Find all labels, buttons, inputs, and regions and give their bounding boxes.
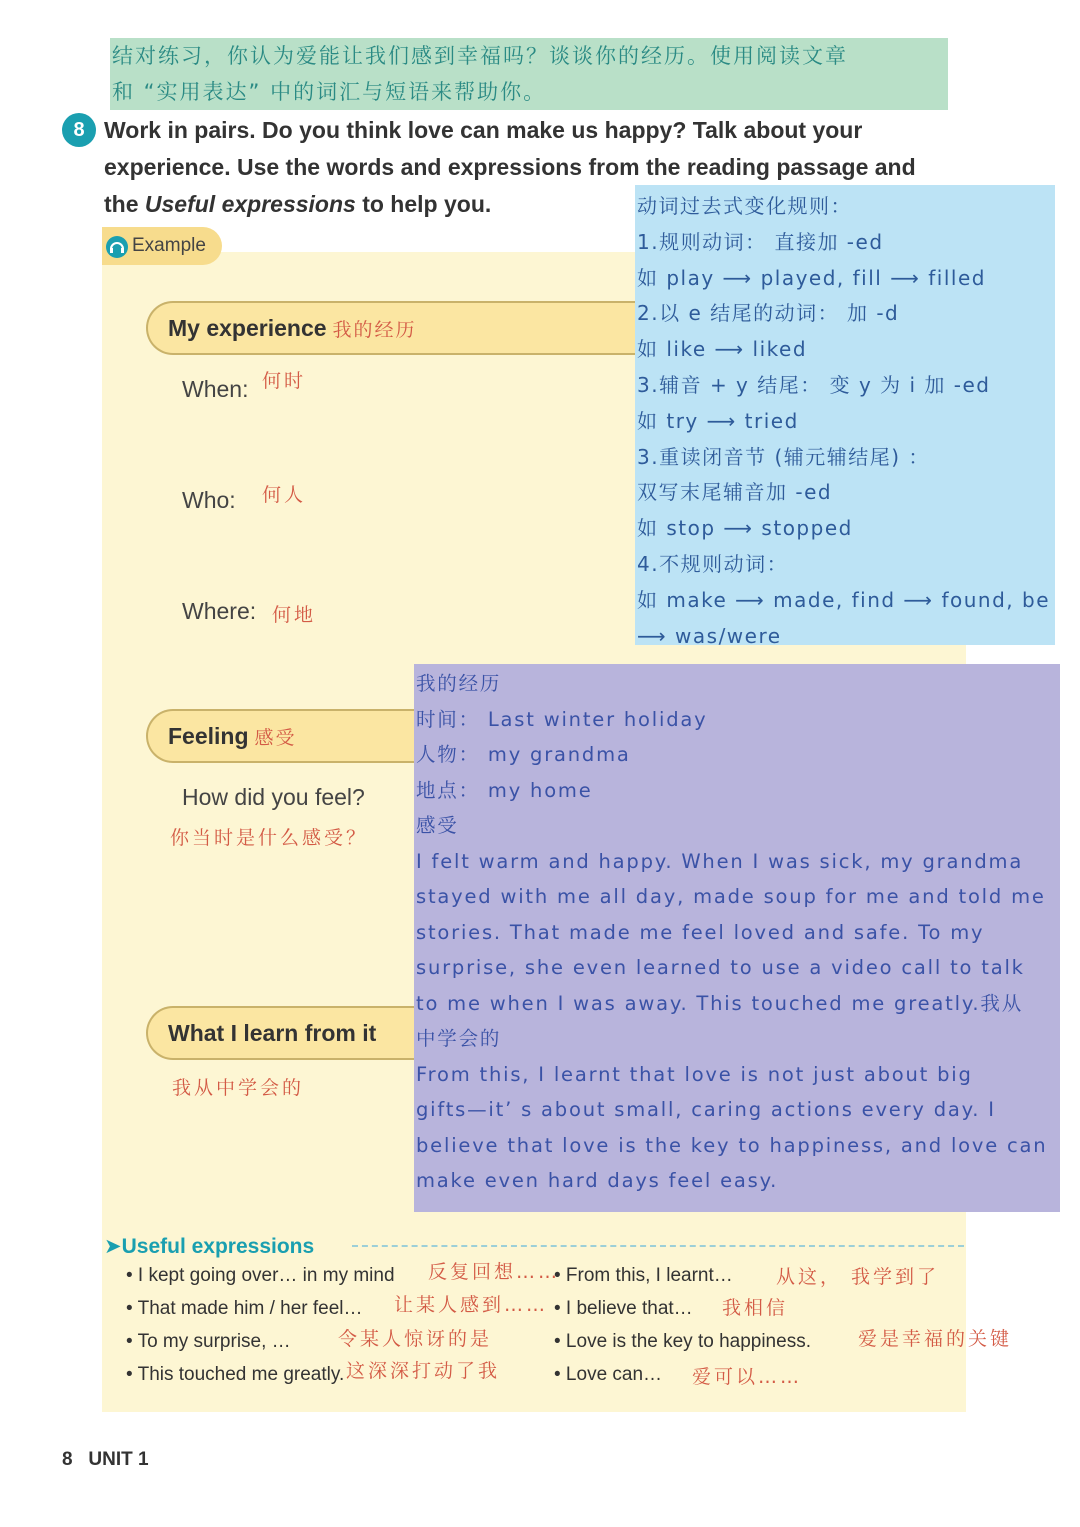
when-label: When: bbox=[182, 376, 249, 402]
expression-item: • That made him / her feel… bbox=[126, 1298, 363, 1319]
grammar-line: 2.以 e 结尾的动词： 加 -d bbox=[637, 301, 900, 326]
expression-item: • Love can… bbox=[554, 1364, 663, 1385]
expression-item: • Love is the key to happiness. bbox=[554, 1331, 811, 1352]
who-label: Who: bbox=[182, 487, 236, 513]
answer-line: stories. That made me feel loved and safe. To my bbox=[416, 920, 985, 944]
divider bbox=[352, 1245, 964, 1247]
section-feeling-title: Feeling bbox=[168, 723, 249, 749]
grammar-note bbox=[635, 185, 1055, 648]
learn-cn: 我从中学会的 bbox=[172, 1077, 305, 1099]
answer-line: 中学会的 bbox=[416, 1027, 502, 1050]
answer-line: I felt warm and happy. When I was sick, my grandma bbox=[416, 849, 1024, 873]
expression-cn: 爱可以…… bbox=[692, 1366, 803, 1388]
answer-line: 地点： my home bbox=[416, 778, 593, 802]
where-label: Where: bbox=[182, 598, 257, 624]
section-feeling bbox=[146, 709, 416, 763]
answer-line: stayed with me all day, made soup for me and told me bbox=[416, 885, 1046, 908]
useful-expressions-title bbox=[104, 1234, 314, 1259]
who-cn: 何人 bbox=[262, 484, 307, 506]
grammar-line: 如 like ⟶ liked bbox=[637, 337, 808, 362]
expression-cn: 从这， 我学到了 bbox=[776, 1266, 940, 1288]
answer-line: 时间： Last winter holiday bbox=[416, 707, 708, 731]
answer-line: From this, I learnt that love is not just about big bbox=[416, 1062, 973, 1086]
grammar-line: 如 stop ⟶ stopped bbox=[637, 516, 853, 541]
grammar-line: 3.重读闭音节 (辅元辅结尾) ： bbox=[637, 444, 930, 469]
grammar-line: 4.不规则动词： bbox=[637, 551, 789, 576]
task-line-1: Work in pairs. Do you think love can make us happy? Talk about your bbox=[104, 117, 863, 143]
answer-line: surprise, she even learned to use a video call to talk bbox=[416, 956, 1025, 979]
grammar-line: 3.辅音 + y 结尾： 变 y 为 i 加 -ed bbox=[637, 372, 991, 397]
answer-line: 人物： my grandma bbox=[416, 743, 631, 766]
expression-cn: 反复回想…… bbox=[428, 1261, 561, 1283]
translation-line-1: 结对练习，你认为爱能让我们感到幸福吗？谈谈你的经历。使用阅读文章 bbox=[112, 44, 848, 68]
sample-answer bbox=[414, 664, 1060, 1212]
expression-item: • From this, I learnt… bbox=[554, 1265, 733, 1286]
answer-line: 我的经历 bbox=[416, 672, 502, 695]
section-my-experience-cn: 我的经历 bbox=[332, 319, 417, 341]
section-feeling-cn: 感受 bbox=[254, 727, 297, 749]
page-number: 8 bbox=[62, 1449, 73, 1470]
answer-line: believe that love is the key to happiness, and love can bbox=[416, 1133, 1048, 1157]
expression-cn: 这深深打动了我 bbox=[346, 1360, 501, 1382]
when-cn: 何时 bbox=[262, 370, 307, 392]
grammar-line: 1.规则动词： 直接加 -ed bbox=[637, 229, 884, 254]
task-line-3-pre: the bbox=[104, 191, 145, 217]
grammar-line: ⟶ was/were bbox=[637, 623, 782, 648]
translation-line-2: 和 “实用表达” 中的词汇与短语来帮助你。 bbox=[112, 80, 547, 104]
answer-line: make even hard days feel easy. bbox=[416, 1169, 779, 1192]
task-line-3-post: to help you. bbox=[355, 191, 492, 217]
answer-line: gifts—it’ s about small, caring actions every day. I bbox=[416, 1098, 996, 1121]
arrow-icon: ➤ bbox=[104, 1235, 122, 1258]
expression-cn: 爱是幸福的关键 bbox=[858, 1328, 1013, 1350]
section-what-i-learn-title: What I learn from it bbox=[168, 1020, 377, 1046]
translation-note bbox=[110, 38, 948, 110]
section-my-experience-title: My experience bbox=[168, 315, 327, 341]
feel-question: How did you feel? bbox=[182, 784, 365, 810]
task-line-2: experience. Use the words and expressions from the reading passage and bbox=[104, 154, 916, 180]
task-number-badge: 8 bbox=[62, 113, 96, 147]
grammar-line: 如 try ⟶ tried bbox=[637, 408, 799, 433]
section-what-i-learn bbox=[146, 1006, 416, 1060]
grammar-line: 双写末尾辅音加 -ed bbox=[637, 480, 833, 505]
expression-item: • To my surprise, … bbox=[126, 1331, 291, 1352]
example-tab: Example bbox=[102, 227, 222, 265]
headphone-icon bbox=[106, 236, 128, 258]
expression-cn: 令某人惊讶的是 bbox=[338, 1328, 493, 1350]
grammar-line: 如 play ⟶ played, fill ⟶ filled bbox=[637, 265, 986, 290]
grammar-line: 动词过去式变化规则： bbox=[637, 194, 852, 218]
grammar-line: 如 make ⟶ made, find ⟶ found, be bbox=[637, 587, 1051, 612]
section-my-experience bbox=[146, 301, 636, 355]
expression-item: • This touched me greatly. bbox=[126, 1364, 345, 1385]
expression-cn: 我相信 bbox=[722, 1297, 789, 1319]
page-footer bbox=[62, 1449, 149, 1471]
answer-line: 感受 bbox=[416, 814, 459, 837]
where-cn: 何地 bbox=[272, 604, 317, 626]
task-line-3-italic: Useful expressions bbox=[144, 191, 356, 217]
expression-cn: 让某人感到…… bbox=[394, 1294, 549, 1316]
answer-line: to me when I was away. This touched me greatly.我从 bbox=[416, 991, 1023, 1015]
unit-label: UNIT 1 bbox=[88, 1449, 149, 1470]
expression-item: • I believe that… bbox=[554, 1298, 693, 1319]
expression-item: • I kept going over… in my mind bbox=[126, 1265, 395, 1286]
feel-question-cn: 你当时是什么感受？ bbox=[170, 827, 369, 849]
useful-expressions-title-text: Useful expressions bbox=[121, 1235, 315, 1258]
